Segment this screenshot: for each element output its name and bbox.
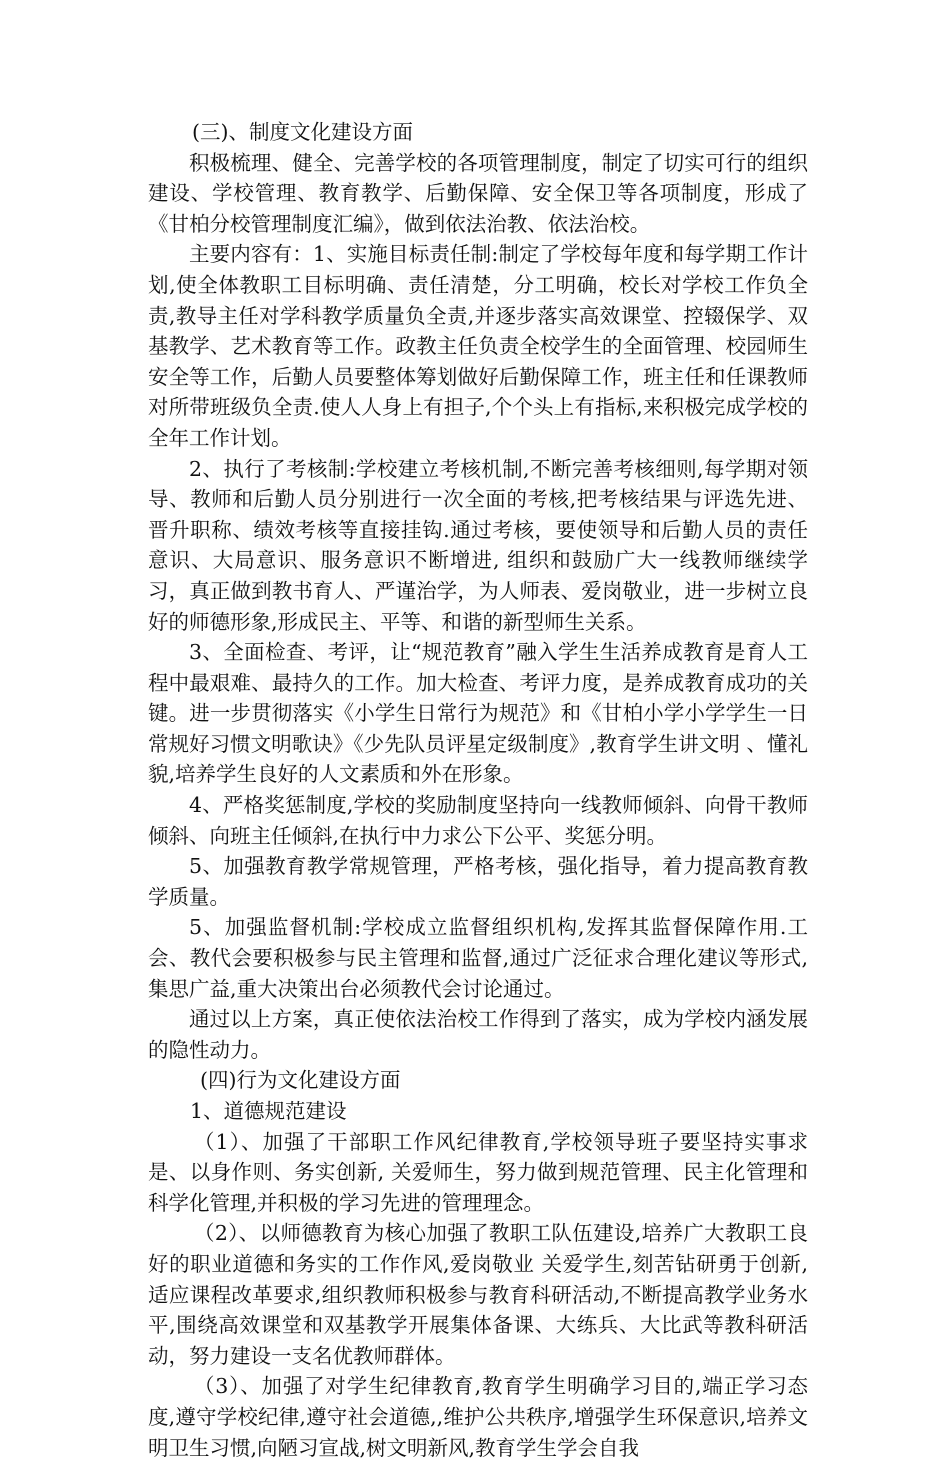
paragraph-rewards-penalties: 4、严格奖惩制度,学校的奖励制度坚持向一线教师倾斜、向骨干教师倾斜、向班主任倾斜,在执行中力求公下公平、奖惩分明。 [148, 793, 808, 848]
paragraph-teacher-ethics: （2）、以师德教育为核心加强了教职工队伍建设,培养广大教职工良好的职业道德和务实的工作作风,爱岗敬业 关爱学生,刻苦钻研勇于创新,适应课程改革要求,组织教师积极参与教育科研活动,不断提高教学业务水平,围绕高效课堂和双基教学开展集体备课、大练兵、大比武等教科研活动，努力建设一支名优教师群体。 [148, 1221, 808, 1368]
paragraph-management-system: 积极梳理、健全、完善学校的各项管理制度，制定了切实可行的组织建设、学校管理、教育教学、后勤保障、安全保卫等各项制度，形成了《甘柏分校管理制度汇编》，做到依法治教、依法治校。 [148, 150, 808, 236]
paragraph-assessment-system: 2、执行了考核制:学校建立考核机制,不断完善考核细则,每学期对领导、教师和后勤人员分别进行一次全面的考核,把考核结果与评选先进、晋升职称、绩效考核等直接挂钩.通过考核，要使领导和后勤人员的责任意识、大局意识、服务意识不断增进, 组织和鼓励广大一线教师继续学习，真正做到教书育人、严谨治学，为人师表、爱岗敬业，进一步树立良好的师德形象,形成民主、平等、和谐的新型师生关系。 [148, 456, 808, 634]
paragraph-cadre-discipline: （1）、加强了干部职工作风纪律教育,学校领导班子要坚持实事求是、以身作则、务实创新, 关爱师生，努力做到规范管理、民主化管理和科学化管理,并积极的学习先进的管理理念。 [148, 1129, 808, 1215]
paragraph-inspection-evaluation: 3、全面检查、考评，让“规范教育”融入学生生活养成教育是育人工程中最艰难、最持久的工作。加大检查、考评力度，是养成教育成功的关键。进一步贯彻落实《小学生日常行为规范》和《甘柏小学小学学生一日常规好习惯文明歌诀》《少先队员评星定级制度》,教育学生讲文明 、懂礼貌,培养学生良好的人文素质和外在形象。 [148, 640, 808, 787]
paragraph-student-discipline: （3）、加强了对学生纪律教育,教育学生明确学习目的,端正学习态度,遵守学校纪律,遵守社会道德,,维护公共秩序,增强学生环保意识,培养文明卫生习惯,向陋习宣战,树文明新风,教育学生学会自我 [148, 1374, 808, 1460]
document-body [148, 117, 808, 1463]
paragraph-supervision-mechanism: 5、加强监督机制:学校成立监督组织机构,发挥其监督保障作用.工会、教代会要积极参与民主管理和监督,通过广泛征求合理化建议等形式,集思广益,重大决策出台必须教代会讨论通过。 [148, 915, 808, 1001]
subheading-moral-norms: 1、道德规范建设 [190, 1099, 347, 1123]
paragraph-target-responsibility: 主要内容有：1、实施目标责任制:制定了学校每年度和每学期工作计划,使全体教职工目标明确、责任清楚，分工明确，校长对学校工作负全责,教导主任对学科教学质量负全责,并逐步落实高效课堂、控辍保学、双基教学、艺术教育等工作。政教主任负责全校学生的全面管理、校园师生安全等工作，后勤人员要整体筹划做好后勤保障工作，班主任和任课教师对所带班级负全责.使人人身上有担子,个个头上有指标,来积极完成学校的全年工作计划。 [148, 242, 808, 450]
paragraph-teaching-routine: 5、加强教育教学常规管理，严格考核，强化指导，着力提高教育教学质量。 [148, 854, 808, 909]
section-heading-institutional-culture: (三)、制度文化建设方面 [192, 120, 413, 144]
section-heading-behavior-culture: (四)行为文化建设方面 [200, 1068, 401, 1093]
paragraph-conclusion: 通过以上方案，真正使依法治校工作得到了落实，成为学校内涵发展的隐性动力。 [148, 1007, 808, 1062]
